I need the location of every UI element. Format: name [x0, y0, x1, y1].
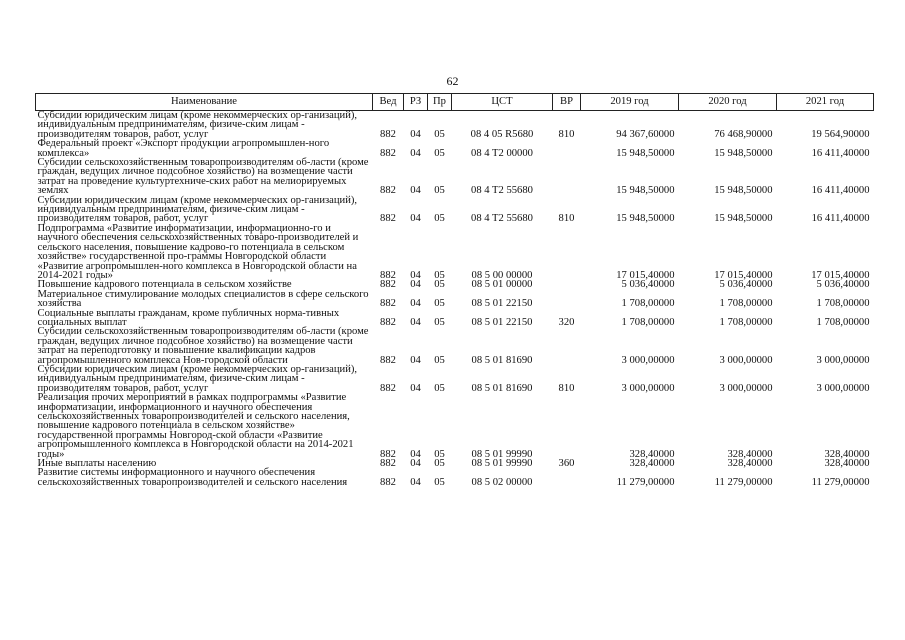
- cell-ved: 882: [380, 147, 396, 159]
- cell-rz: 04: [410, 269, 421, 281]
- cell-name: Федеральный проект «Экспорт продукции агропромышлен-ного комплекса»: [37, 138, 330, 159]
- cell-rz: 04: [410, 316, 421, 328]
- cell-2021: 11 279,00000: [811, 476, 870, 488]
- cell-ved: 882: [380, 382, 396, 394]
- table-row: [36, 393, 874, 459]
- cell-2021: 19 564,90000: [811, 128, 870, 140]
- table-row: [36, 139, 874, 158]
- cell-pr: 05: [434, 476, 445, 488]
- cell-2019: 328,40000: [629, 448, 675, 460]
- page-number: 62: [446, 74, 459, 88]
- cell-ved: 882: [380, 185, 396, 197]
- cell-rz: 04: [410, 147, 421, 159]
- cell-2021: 16 411,40000: [811, 213, 870, 225]
- cell-rz: 04: [410, 476, 421, 488]
- cell-2020: 3 000,00000: [719, 382, 773, 394]
- header-2019: 2019 год: [581, 94, 679, 111]
- cell-pr: 05: [434, 382, 445, 394]
- cell-vr: [553, 280, 581, 289]
- cell-pr: 05: [434, 458, 445, 470]
- cell-2020: 15 948,50000: [714, 213, 773, 225]
- cell-2021: 3 000,00000: [816, 382, 870, 394]
- cell-vr: [553, 327, 581, 365]
- cell-2020: 328,40000: [727, 458, 773, 470]
- cell-2020: 328,40000: [727, 448, 773, 460]
- cell-2021: 5 036,40000: [816, 279, 870, 291]
- cell-2019: 1 708,00000: [621, 298, 675, 310]
- cell-2020: 1 708,00000: [719, 316, 773, 328]
- cell-2021: 1 708,00000: [816, 316, 870, 328]
- cell-name: Субсидии юридическим лицам (кроме некоммерческих ор-ганизаций), индивидуальным предпринимателям, физиче-ским лицам - производителям товаров, работ, услуг: [37, 194, 358, 225]
- cell-rz: 04: [410, 354, 421, 366]
- cell-pr: 05: [434, 185, 445, 197]
- cell-vr: 810: [558, 213, 575, 225]
- cell-vr: 360: [558, 458, 575, 470]
- cell-ved: 882: [380, 279, 396, 291]
- cell-ved: 882: [380, 448, 396, 460]
- cell-pr: 05: [434, 316, 445, 328]
- cell-ved: 882: [380, 476, 396, 488]
- cell-name: Иные выплаты населению: [37, 458, 157, 470]
- cell-ved: 882: [380, 298, 396, 310]
- cell-2021: 328,40000: [824, 448, 870, 460]
- cell-ved: 882: [380, 316, 396, 328]
- cell-pr: 05: [434, 147, 445, 159]
- cell-name: Субсидии сельскохозяйственным товаропроизводителям об-ласти (кроме граждан, ведущих личное подсобное хозяйство) на возмещение части затрат на переподготовку и повышение квалификации кадров агропромышленного комплекса Нов-городской области: [37, 326, 369, 366]
- cell-2019: 11 279,00000: [616, 476, 675, 488]
- cell-2021: 17 015,40000: [811, 269, 870, 281]
- cell-cst: 08 5 01 81690: [471, 354, 533, 366]
- cell-rz: 04: [410, 279, 421, 291]
- cell-pr: 05: [434, 298, 445, 310]
- table-row: [36, 290, 874, 309]
- cell-pr: 05: [434, 128, 445, 140]
- cell-name: Материальное стимулирование молодых специалистов в сфере сельского хозяйства: [37, 288, 369, 310]
- cell-2019: 3 000,00000: [621, 354, 675, 366]
- cell-ved: 882: [380, 128, 396, 140]
- cell-rz: 04: [410, 382, 421, 394]
- cell-vr: [553, 158, 581, 196]
- cell-2019: 1 708,00000: [621, 316, 675, 328]
- cell-cst: 08 4 T2 55680: [471, 213, 533, 225]
- cell-cst: 08 4 05 R5680: [470, 128, 534, 140]
- cell-cst: 08 5 01 99990: [471, 448, 533, 460]
- table-row: [36, 158, 874, 196]
- cell-cst: 08 4 T2 55680: [471, 185, 533, 197]
- cell-2019: 94 367,60000: [616, 128, 675, 140]
- cell-rz: 04: [410, 448, 421, 460]
- budget-table: [35, 93, 874, 487]
- cell-name: Развитие системы информационного и научного обеспечения сельскохозяйственных товаропроизводителей и сельского населения: [37, 467, 348, 488]
- table-row: [36, 196, 874, 224]
- cell-name: Реализация прочих мероприятий в рамках подпрограммы «Развитие информатизации, информационного и научного обеспечения сельскохозяйственных товаропроизводителей и сельского населения, повышение кадрового потенциала в сельском хозяйстве» государственной программы Новгород-ской области «Развитие агропромышленного комплекса в Новгородской области на 2014-2021 годы»: [37, 392, 354, 460]
- cell-2021: 16 411,40000: [811, 185, 870, 197]
- cell-rz: 04: [410, 298, 421, 310]
- cell-ved: 882: [380, 213, 396, 225]
- header-ved: Вед: [373, 94, 404, 111]
- cell-2020: 5 036,40000: [719, 279, 773, 291]
- cell-ved: 882: [380, 354, 396, 366]
- cell-2021: 328,40000: [824, 458, 870, 470]
- table-row: [36, 327, 874, 365]
- header-cst: ЦСТ: [452, 94, 553, 111]
- cell-name: Субсидии юридическим лицам (кроме некоммерческих ор-ганизаций), индивидуальным предпринимателям, физиче-ским лицам - производителям товаров, работ, услуг: [37, 363, 358, 394]
- cell-2019: 328,40000: [629, 458, 675, 470]
- cell-vr: [553, 224, 581, 280]
- cell-pr: 05: [434, 354, 445, 366]
- header-2020: 2020 год: [679, 94, 777, 111]
- header-rz: РЗ: [404, 94, 428, 111]
- cell-ved: 882: [380, 269, 396, 281]
- cell-pr: 05: [434, 269, 445, 281]
- cell-ved: 882: [380, 458, 396, 470]
- cell-2020: 17 015,40000: [714, 269, 773, 281]
- table-row: [36, 224, 874, 280]
- cell-2019: 5 036,40000: [621, 279, 675, 291]
- cell-rz: 04: [410, 185, 421, 197]
- cell-pr: 05: [434, 213, 445, 225]
- header-pr: Пр: [428, 94, 452, 111]
- cell-pr: 05: [434, 448, 445, 460]
- cell-2019: 15 948,50000: [616, 185, 675, 197]
- cell-2020: 3 000,00000: [719, 354, 773, 366]
- table-row: [36, 111, 874, 140]
- cell-rz: 04: [410, 458, 421, 470]
- cell-2021: 1 708,00000: [816, 298, 870, 310]
- cell-cst: 08 5 00 00000: [471, 269, 533, 281]
- cell-rz: 04: [410, 213, 421, 225]
- table-row: [36, 309, 874, 328]
- table-header: [36, 94, 874, 111]
- cell-2021: 3 000,00000: [816, 354, 870, 366]
- header-name: Наименование: [36, 94, 373, 111]
- cell-name: Социальные выплаты гражданам, кроме публичных норма-тивных социальных выплат: [37, 307, 340, 328]
- cell-rz: 04: [410, 128, 421, 140]
- table-body: [36, 111, 874, 488]
- cell-2020: 11 279,00000: [714, 476, 773, 488]
- cell-cst: 08 5 01 00000: [471, 279, 533, 291]
- cell-cst: 08 5 01 22150: [471, 298, 533, 310]
- cell-2019: 15 948,50000: [616, 213, 675, 225]
- cell-vr: 810: [558, 128, 575, 140]
- cell-2019: 3 000,00000: [621, 382, 675, 394]
- table-row: [36, 468, 874, 487]
- cell-name: Субсидии юридическим лицам (кроме некоммерческих ор-ганизаций), индивидуальным предпринимателям, физиче-ским лицам - производителям товаров, работ, услуг: [37, 110, 358, 140]
- cell-pr: 05: [434, 279, 445, 291]
- cell-vr: [553, 290, 581, 309]
- table-row: [36, 365, 874, 393]
- cell-name: Субсидии сельскохозяйственным товаропроизводителям об-ласти (кроме граждан, ведущих личное подсобное хозяйство) на возмещение части затрат на проведение культуртехниче-ских работ на мелиорируемых землях: [37, 157, 369, 197]
- cell-vr: [553, 468, 581, 487]
- cell-cst: 08 5 01 81690: [471, 382, 533, 394]
- cell-2020: 76 468,90000: [714, 128, 773, 140]
- cell-2020: 15 948,50000: [714, 185, 773, 197]
- header-vr: ВР: [553, 94, 581, 111]
- cell-vr: [553, 393, 581, 459]
- cell-vr: [553, 139, 581, 158]
- cell-vr: 810: [558, 382, 575, 394]
- cell-name: Повышение кадрового потенциала в сельском хозяйстве: [37, 279, 292, 291]
- cell-cst: 08 5 01 99990: [471, 458, 533, 470]
- cell-2020: 15 948,50000: [714, 147, 773, 159]
- cell-cst: 08 4 T2 00000: [471, 147, 533, 159]
- cell-name: Подпрограмма «Развитие информатизации, информационно-го и научного обеспечения сельскохозяйственных товаро-производителей и сельского населения, повышение кадрово-го потенциала в сельском хозяйстве» государственной про-граммы Новгородской области «Развитие агропромышлен-ного комплекса в Новгородской области на 2014-2021 годы»: [37, 222, 359, 281]
- cell-2021: 16 411,40000: [811, 147, 870, 159]
- cell-cst: 08 5 02 00000: [471, 476, 533, 488]
- cell-2019: 15 948,50000: [616, 147, 675, 159]
- cell-2019: 17 015,40000: [616, 269, 675, 281]
- cell-cst: 08 5 01 22150: [471, 316, 533, 328]
- header-2021: 2021 год: [777, 94, 874, 111]
- cell-vr: 320: [558, 316, 575, 328]
- cell-2020: 1 708,00000: [719, 298, 773, 310]
